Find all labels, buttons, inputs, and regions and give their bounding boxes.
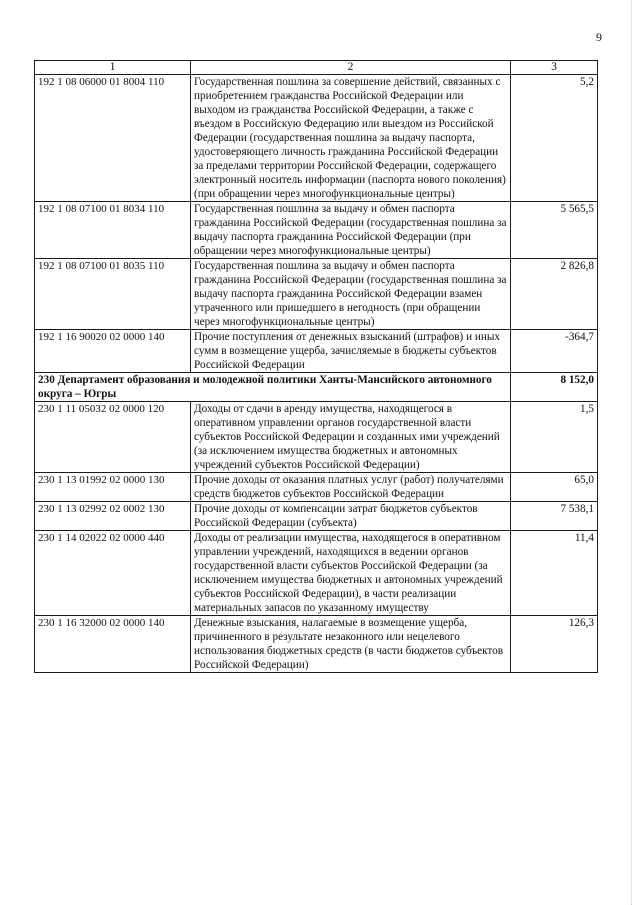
revenue-name: Прочие доходы от компенсации затрат бюджетов субъектов Российской Федерации (субъекта) bbox=[191, 502, 511, 531]
header-col-1: 1 bbox=[35, 61, 191, 75]
table-row bbox=[35, 502, 598, 531]
page-number: 9 bbox=[596, 30, 602, 44]
scan-edge-marks bbox=[631, 0, 640, 905]
header-col-2: 2 bbox=[191, 61, 511, 75]
amount: -364,7 bbox=[511, 330, 598, 373]
budget-code: 230 1 13 02992 02 0002 130 bbox=[35, 502, 191, 531]
table-row bbox=[35, 259, 598, 330]
header-row bbox=[35, 61, 598, 75]
budget-code: 192 1 08 06000 01 8004 110 bbox=[35, 75, 191, 202]
amount: 5,2 bbox=[511, 75, 598, 202]
amount: 126,3 bbox=[511, 616, 598, 673]
budget-code: 230 1 11 05032 02 0000 120 bbox=[35, 402, 191, 473]
amount: 11,4 bbox=[511, 531, 598, 616]
department-total: 8 152,0 bbox=[511, 373, 598, 402]
amount: 65,0 bbox=[511, 473, 598, 502]
table-row bbox=[35, 202, 598, 259]
amount: 2 826,8 bbox=[511, 259, 598, 330]
amount: 1,5 bbox=[511, 402, 598, 473]
budget-code: 192 1 08 07100 01 8035 110 bbox=[35, 259, 191, 330]
table-row bbox=[35, 531, 598, 616]
budget-code: 192 1 16 90020 02 0000 140 bbox=[35, 330, 191, 373]
header-col-3: 3 bbox=[511, 61, 598, 75]
amount: 7 538,1 bbox=[511, 502, 598, 531]
revenue-name: Государственная пошлина за выдачу и обмен паспорта гражданина Российской Федерации (государственная пошлина за выдачу паспорта гражданина Российской Федерации (при обращении через многофункциональные центры) bbox=[191, 202, 511, 259]
budget-code: 230 1 16 32000 02 0000 140 bbox=[35, 616, 191, 673]
revenue-name: Денежные взыскания, налагаемые в возмещение ущерба, причиненного в результате незаконного или нецелевого использования бюджетных средств (в части бюджетов субъектов Российской Федерации) bbox=[191, 616, 511, 673]
revenue-name: Доходы от реализации имущества, находящегося в оперативном управлении учреждений, находящихся в ведении органов государственной власти субъектов Российской Федерации (за исключением имущества бюджетных и автономных учреждений субъектов Российской Федерации), в части реализации материальных запасов по указанному имуществу bbox=[191, 531, 511, 616]
table-row bbox=[35, 616, 598, 673]
amount: 5 565,5 bbox=[511, 202, 598, 259]
department-row bbox=[35, 373, 598, 402]
table-row bbox=[35, 330, 598, 373]
table-row bbox=[35, 75, 598, 202]
revenue-name: Государственная пошлина за выдачу и обмен паспорта гражданина Российской Федерации (государственная пошлина за выдачу паспорта гражданина Российской Федерации взамен утраченного или пришедшего в негодность (при обращении через многофункциональные центры) bbox=[191, 259, 511, 330]
department-title: 230 Департамент образования и молодежной политики Ханты-Мансийского автономного округа – Югры bbox=[35, 373, 511, 402]
revenue-name: Государственная пошлина за совершение действий, связанных с приобретением гражданства Российской Федерации или выходом из гражданства Российской Федерации, а также с въездом в Российскую Федерацию или выездом из Российской Федерации (государственная пошлина за выдачу паспорта, удостоверяющего личность гражданина Российской Федерации за пределами территории Российской Федерации, содержащего электронный носитель информации (паспорта нового поколения) (при обращении через многофункциональные центры) bbox=[191, 75, 511, 202]
table-row bbox=[35, 402, 598, 473]
revenue-table bbox=[34, 60, 598, 673]
budget-code: 230 1 13 01992 02 0000 130 bbox=[35, 473, 191, 502]
table-row bbox=[35, 473, 598, 502]
budget-code: 192 1 08 07100 01 8034 110 bbox=[35, 202, 191, 259]
revenue-name: Прочие доходы от оказания платных услуг (работ) получателями средств бюджетов субъектов Российской Федерации bbox=[191, 473, 511, 502]
revenue-name: Доходы от сдачи в аренду имущества, находящегося в оперативном управлении органов государственной власти субъектов Российской Федерации и созданных ими учреждений (за исключением имущества бюджетных и автономных учреждений субъектов Российской Федерации) bbox=[191, 402, 511, 473]
revenue-name: Прочие поступления от денежных взысканий (штрафов) и иных сумм в возмещение ущерба, зачисляемые в бюджеты субъектов Российской Федерации bbox=[191, 330, 511, 373]
budget-code: 230 1 14 02022 02 0000 440 bbox=[35, 531, 191, 616]
